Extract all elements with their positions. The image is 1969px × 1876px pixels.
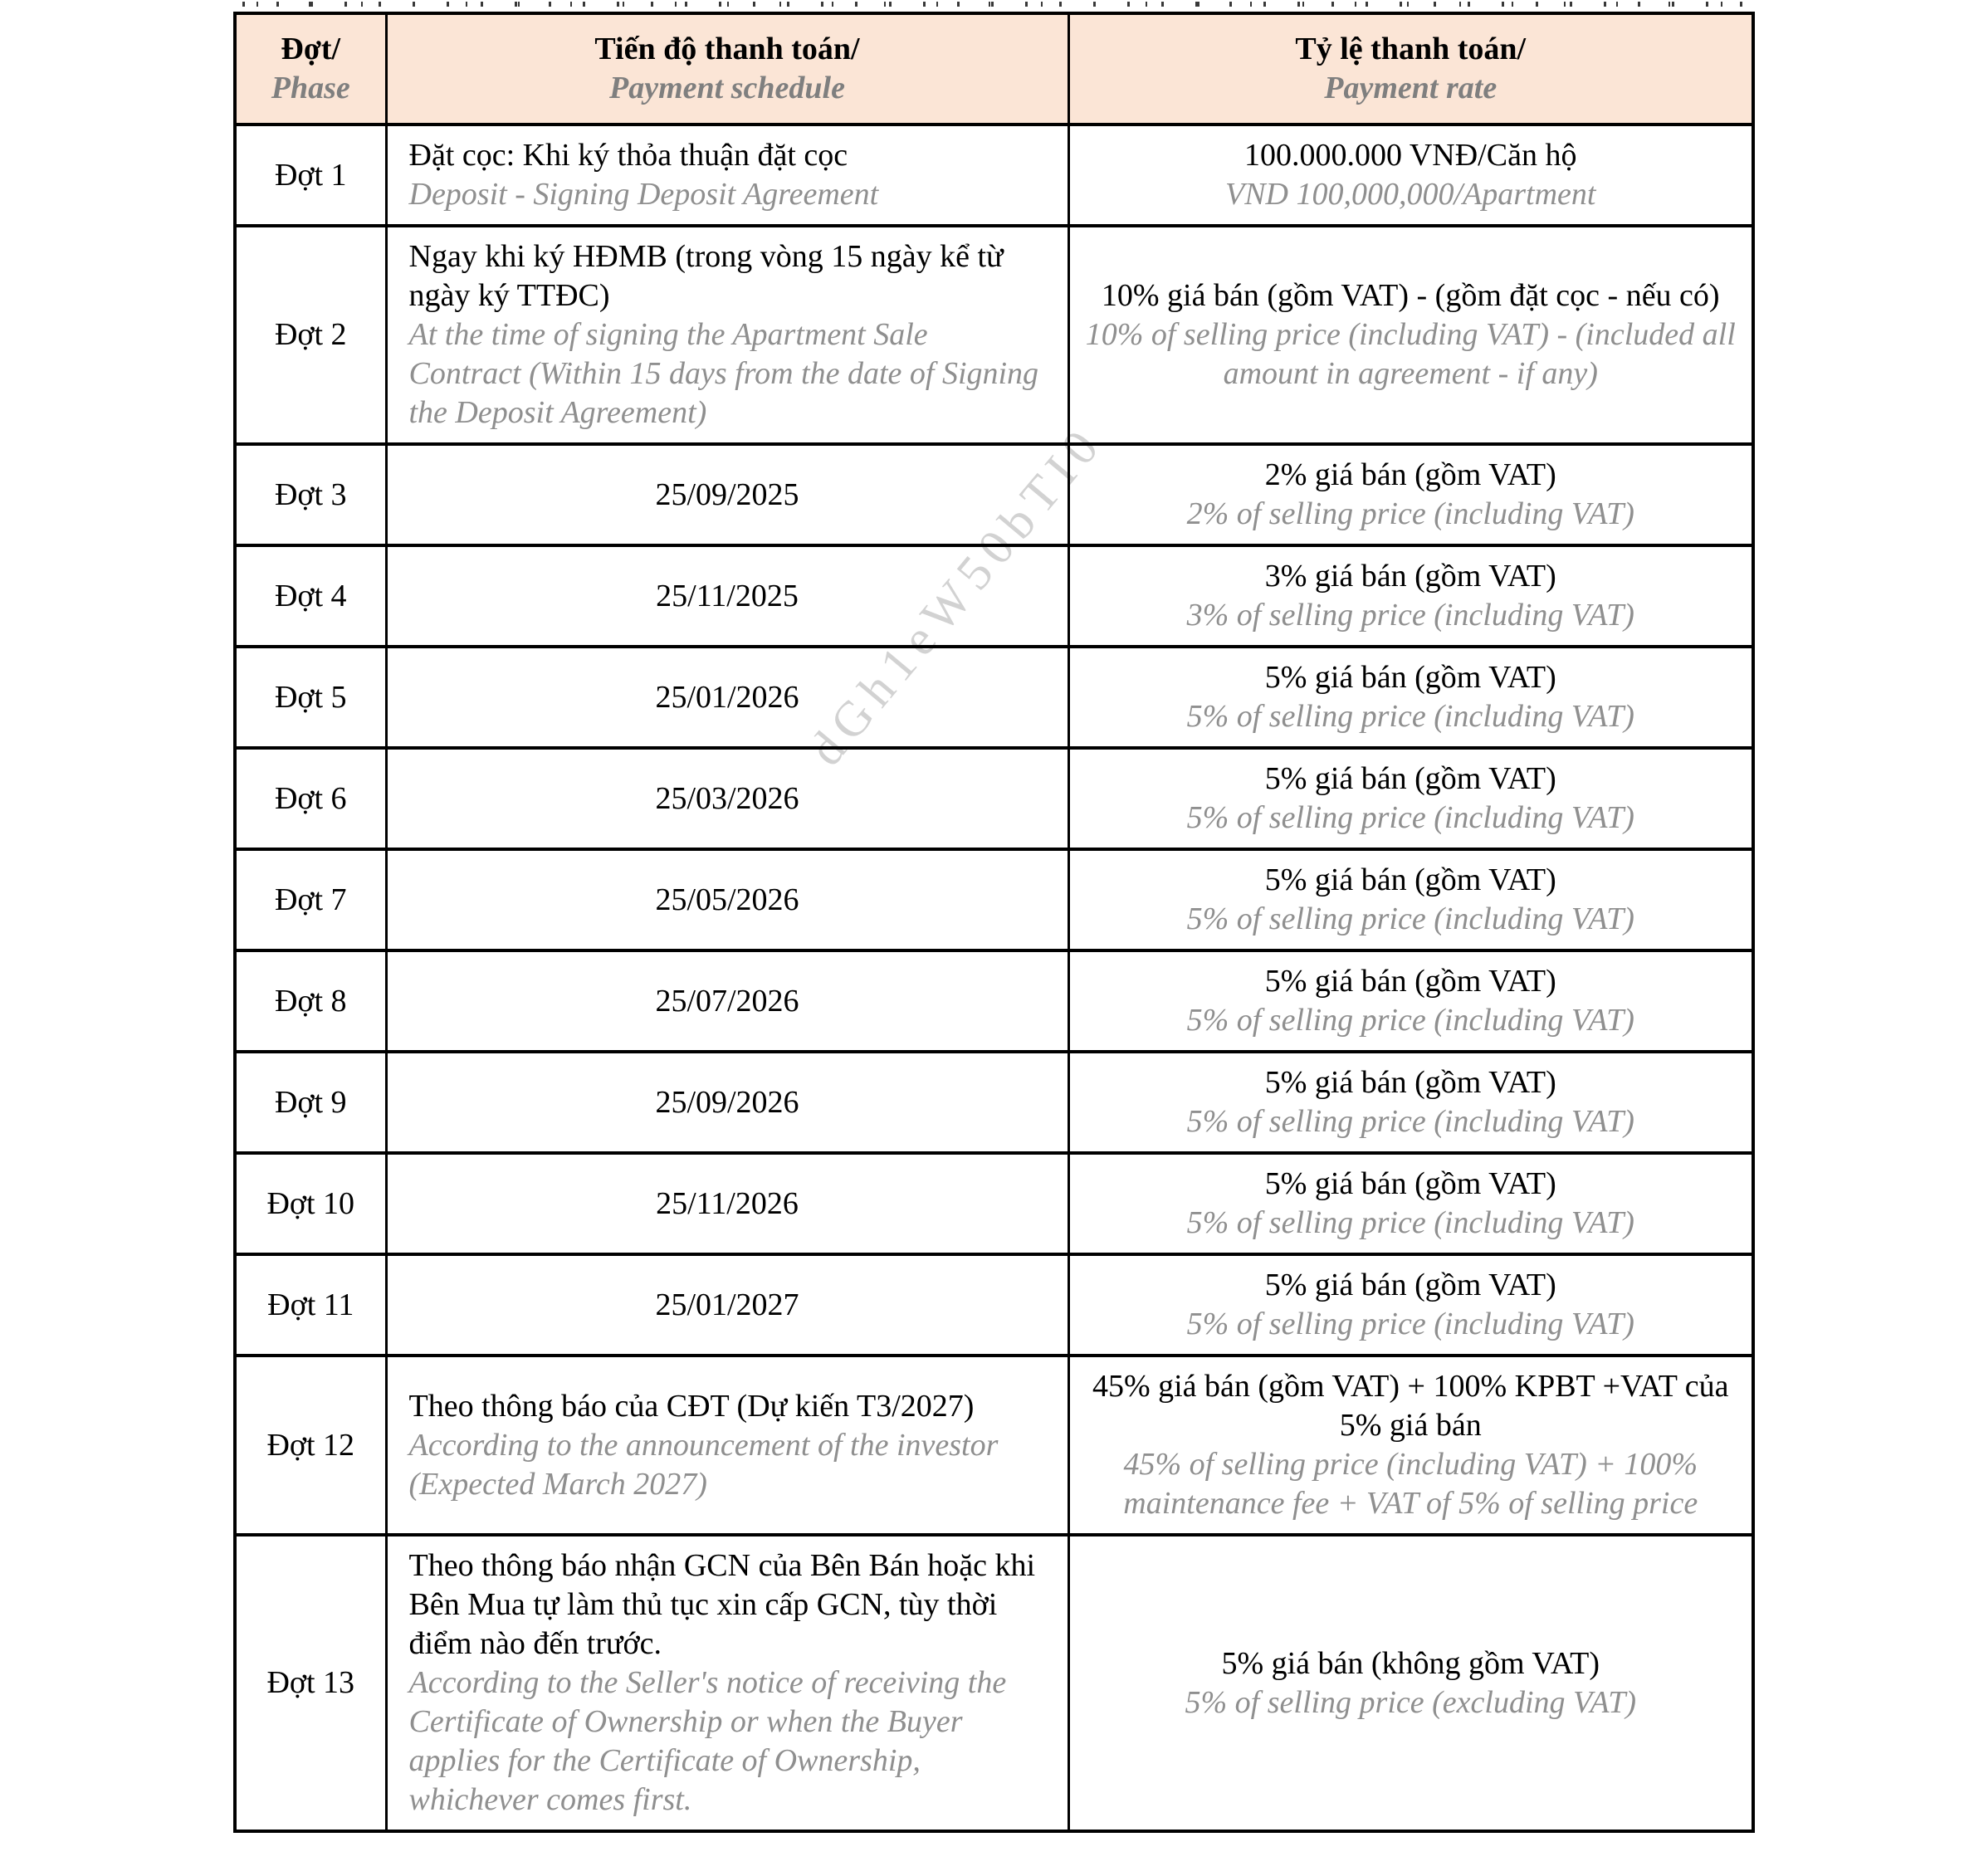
phase-cell: Đợt 3 <box>235 444 386 545</box>
rate-cell <box>1068 1356 1753 1535</box>
table-row-phase-5 <box>235 647 1753 748</box>
watermark-text: dGh1eW50bTI0 <box>798 413 1114 776</box>
table-row-phase-10 <box>235 1153 1753 1254</box>
rate-text-vi: 5% giá bán (gồm VAT) <box>1264 761 1556 796</box>
rate-text-en: 5% of selling price (including VAT) <box>1186 1205 1634 1240</box>
table-row-phase-13 <box>235 1535 1753 1831</box>
rate-cell <box>1068 647 1753 748</box>
rate-text-en: 5% of selling price (including VAT) <box>1186 1104 1634 1139</box>
phase-cell: Đợt 6 <box>235 748 386 849</box>
schedule-cell <box>386 748 1068 849</box>
rate-text-en: 5% of selling price (including VAT) <box>1186 800 1634 835</box>
rate-cell <box>1068 950 1753 1052</box>
rate-text-en: 5% of selling price (including VAT) <box>1186 699 1634 734</box>
rate-text-vi: 5% giá bán (gồm VAT) <box>1264 1065 1556 1100</box>
rate-text-en: 5% of selling price (including VAT) <box>1186 1003 1634 1038</box>
schedule-text-en: Deposit - Signing Deposit Agreement <box>408 177 879 212</box>
schedule-date: 25/07/2026 <box>655 983 799 1019</box>
table-row-phase-2 <box>235 226 1753 444</box>
schedule-cell <box>386 444 1068 545</box>
rate-cell <box>1068 1254 1753 1356</box>
table-row-phase-6 <box>235 748 1753 849</box>
header-rate-vi: Tỷ lệ thanh toán/ <box>1295 32 1527 66</box>
table-row-phase-11 <box>235 1254 1753 1356</box>
rate-cell <box>1068 1153 1753 1254</box>
table-row-phase-3 <box>235 444 1753 545</box>
rate-cell <box>1068 545 1753 647</box>
rate-cell <box>1068 1052 1753 1153</box>
rate-text-vi: 2% giá bán (gồm VAT) <box>1264 457 1556 492</box>
table-row-phase-7 <box>235 849 1753 950</box>
schedule-text-vi: Ngay khi ký HĐMB (trong vòng 15 ngày kể từ ngày ký TTĐC) <box>408 239 1004 313</box>
header-schedule-en: Payment schedule <box>609 71 845 105</box>
rate-text-en: 45% of selling price (including VAT) + 100% maintenance fee + VAT of 5% of selling price <box>1123 1447 1698 1521</box>
phase-cell: Đợt 13 <box>235 1535 386 1831</box>
schedule-date: 25/01/2027 <box>655 1287 799 1322</box>
rate-text-en: 5% of selling price (including VAT) <box>1186 1307 1634 1341</box>
phase-cell: Đợt 2 <box>235 226 386 444</box>
rate-text-vi: 5% giá bán (gồm VAT) <box>1264 660 1556 695</box>
schedule-cell <box>386 1356 1068 1535</box>
rate-cell <box>1068 226 1753 444</box>
table-row-phase-8 <box>235 950 1753 1052</box>
phase-cell: Đợt 11 <box>235 1254 386 1356</box>
schedule-cell <box>386 1535 1068 1831</box>
phase-cell: Đợt 4 <box>235 545 386 647</box>
rate-text-vi: 3% giá bán (gồm VAT) <box>1264 559 1556 594</box>
schedule-cell <box>386 1153 1068 1254</box>
rate-cell <box>1068 849 1753 950</box>
schedule-text-vi: Theo thông báo của CĐT (Dự kiến T3/2027) <box>408 1388 975 1424</box>
schedule-text-vi: Đặt cọc: Khi ký thỏa thuận đặt cọc <box>408 138 848 173</box>
phase-cell: Đợt 1 <box>235 125 386 226</box>
phase-cell: Đợt 9 <box>235 1052 386 1153</box>
header-cell-phase <box>235 13 386 125</box>
schedule-date: 25/01/2026 <box>655 679 799 715</box>
header-phase-en: Phase <box>271 71 350 105</box>
rate-text-vi: 5% giá bán (gồm VAT) <box>1264 1268 1556 1302</box>
schedule-cell <box>386 226 1068 444</box>
schedule-date: 25/09/2025 <box>655 476 799 512</box>
schedule-date: 25/11/2025 <box>656 578 799 613</box>
rate-text-vi: 10% giá bán (gồm VAT) - (gồm đặt cọc - nếu có) <box>1101 278 1720 313</box>
rate-text-en: VND 100,000,000/Apartment <box>1225 177 1596 212</box>
schedule-cell <box>386 950 1068 1052</box>
schedule-cell <box>386 849 1068 950</box>
schedule-cell <box>386 125 1068 226</box>
schedule-date: 25/03/2026 <box>655 780 799 816</box>
rate-text-en: 3% of selling price (including VAT) <box>1186 598 1634 633</box>
schedule-date: 25/05/2026 <box>655 882 799 917</box>
table-row-phase-4 <box>235 545 1753 647</box>
schedule-text-en: At the time of signing the Apartment Sale Contract (Within 15 days from the date of Signing the Deposit Agreement) <box>408 317 1039 430</box>
clipped-previous-line-fragments <box>242 2 1745 7</box>
rate-cell <box>1068 444 1753 545</box>
schedule-text-en: According to the Seller's notice of receiving the Certificate of Ownership or when the Buyer applies for the Certificate of Ownership, whichever comes first. <box>408 1665 1007 1817</box>
rate-text-en: 5% of selling price (including VAT) <box>1186 901 1634 936</box>
rate-text-en: 10% of selling price (including VAT) - (included all amount in agreement - if any) <box>1085 317 1736 391</box>
rate-text-vi: 5% giá bán (gồm VAT) <box>1264 862 1556 897</box>
rate-cell <box>1068 1535 1753 1831</box>
header-schedule-vi: Tiến độ thanh toán/ <box>594 32 860 66</box>
rate-text-vi: 100.000.000 VNĐ/Căn hộ <box>1244 138 1577 173</box>
schedule-cell <box>386 647 1068 748</box>
rate-text-vi: 5% giá bán (gồm VAT) <box>1264 1166 1556 1201</box>
rate-text-vi: 5% giá bán (không gồm VAT) <box>1221 1645 1600 1681</box>
header-row <box>235 13 1753 125</box>
header-cell-schedule <box>386 13 1068 125</box>
schedule-date: 25/09/2026 <box>655 1084 799 1120</box>
rate-cell <box>1068 748 1753 849</box>
schedule-date: 25/11/2026 <box>656 1185 799 1221</box>
schedule-cell <box>386 1254 1068 1356</box>
payment-schedule-table <box>233 12 1755 1833</box>
header-rate-en: Payment rate <box>1324 71 1498 105</box>
table-row-phase-9 <box>235 1052 1753 1153</box>
rate-text-en: 2% of selling price (including VAT) <box>1186 496 1634 531</box>
phase-cell: Đợt 7 <box>235 849 386 950</box>
table-row-phase-12 <box>235 1356 1753 1535</box>
phase-cell: Đợt 5 <box>235 647 386 748</box>
header-phase-vi: Đợt/ <box>281 32 341 66</box>
phase-cell: Đợt 10 <box>235 1153 386 1254</box>
rate-cell <box>1068 125 1753 226</box>
rate-text-vi: 5% giá bán (gồm VAT) <box>1264 964 1556 999</box>
schedule-text-vi: Theo thông báo nhận GCN của Bên Bán hoặc khi Bên Mua tự làm thủ tục xin cấp GCN, tùy thời điểm nào đến trước. <box>408 1548 1036 1661</box>
header-cell-rate <box>1068 13 1753 125</box>
schedule-cell <box>386 1052 1068 1153</box>
phase-cell: Đợt 12 <box>235 1356 386 1535</box>
phase-cell: Đợt 8 <box>235 950 386 1052</box>
schedule-text-en: According to the announcement of the investor (Expected March 2027) <box>408 1427 999 1502</box>
rate-text-en: 5% of selling price (excluding VAT) <box>1185 1684 1636 1720</box>
schedule-cell <box>386 545 1068 647</box>
table-row-phase-1 <box>235 125 1753 226</box>
rate-text-vi: 45% giá bán (gồm VAT) + 100% KPBT +VAT của 5% giá bán <box>1092 1369 1729 1443</box>
